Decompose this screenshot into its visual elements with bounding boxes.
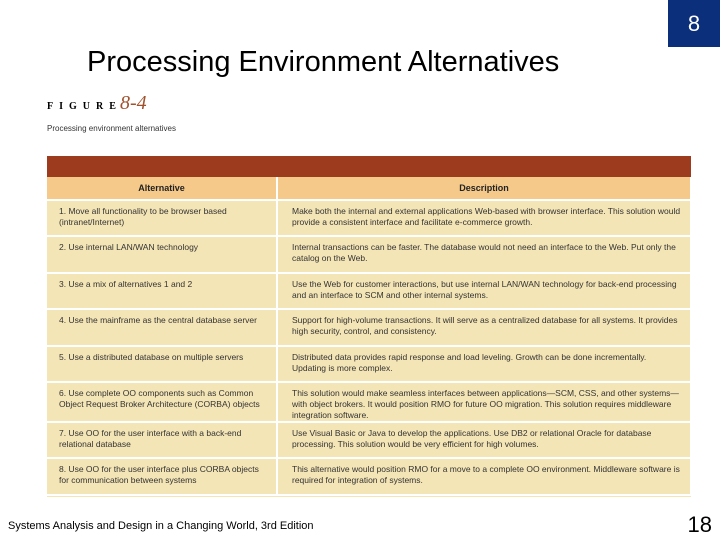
figure-caption: Processing environment alternatives — [47, 124, 176, 133]
description-cell: Support for high-volume transactions. It will serve as a centralized database for all systems. It provides high security, control, and consistency. — [277, 309, 691, 345]
table-row — [47, 309, 691, 345]
description-cell: Distributed data provides rapid response and load leveling. Growth can be done incrementally. Updating is more complex. — [277, 346, 691, 382]
alternative-cell: 3. Use a mix of alternatives 1 and 2 — [47, 273, 277, 309]
figure-label: FIGURE — [47, 101, 122, 112]
table-row — [47, 200, 691, 236]
column-header-alternative: Alternative — [47, 177, 277, 200]
description-cell: Use the Web for customer interactions, but use internal LAN/WAN technology for back-end processing and an interface to SCM and other internal systems. — [277, 273, 691, 309]
table-row — [47, 346, 691, 382]
alternative-cell: 6. Use complete OO components such as Common Object Request Broker Architecture (CORBA) objects — [47, 382, 277, 422]
footer-text: Systems Analysis and Design in a Changing World, 3rd Edition — [8, 520, 314, 532]
column-header-description: Description — [277, 177, 691, 200]
alternative-cell: 5. Use a distributed database on multiple servers — [47, 346, 277, 382]
table-row — [47, 458, 691, 494]
alternative-cell: 4. Use the mainframe as the central database server — [47, 309, 277, 345]
alternatives-table — [47, 177, 692, 496]
table-row — [47, 273, 691, 309]
alternative-cell: 2. Use internal LAN/WAN technology — [47, 236, 277, 272]
description-cell: This alternative would position RMO for a move to a complete OO environment. Middleware software is required for integration of systems. — [277, 458, 691, 494]
chapter-badge: 8 — [668, 0, 720, 47]
table-row — [47, 382, 691, 422]
table-row — [47, 236, 691, 272]
description-cell: Internal transactions can be faster. The database would not need an interface to the Web. Put only the catalog on the Web. — [277, 236, 691, 272]
page-number: 18 — [687, 512, 712, 537]
alternatives-table-frame — [47, 156, 691, 497]
alternative-cell: 1. Move all functionality to be browser based (intranet/Internet) — [47, 200, 277, 236]
description-cell: Make both the internal and external applications Web-based with browser interface. This solution would provide a consistent interface and facilitate e-commerce growth. — [277, 200, 691, 236]
alternative-cell: 7. Use OO for the user interface with a back-end relational database — [47, 422, 277, 458]
description-cell: Use Visual Basic or Java to develop the applications. Use DB2 or relational Oracle for database processing. This solution would be very efficient for high volumes. — [277, 422, 691, 458]
figure-number: 8-4 — [120, 92, 147, 114]
alternative-cell: 8. Use OO for the user interface plus CORBA objects for communication between systems — [47, 458, 277, 494]
slide-title: Processing Environment Alternatives — [87, 46, 560, 78]
table-header-row — [47, 177, 691, 200]
description-cell: This solution would make seamless interfaces between applications—SCM, CSS, and other systems—with object brokers. It would position RMO for future OO migration. This solution requires middleware integration software. — [277, 382, 691, 422]
table-row — [47, 422, 691, 458]
